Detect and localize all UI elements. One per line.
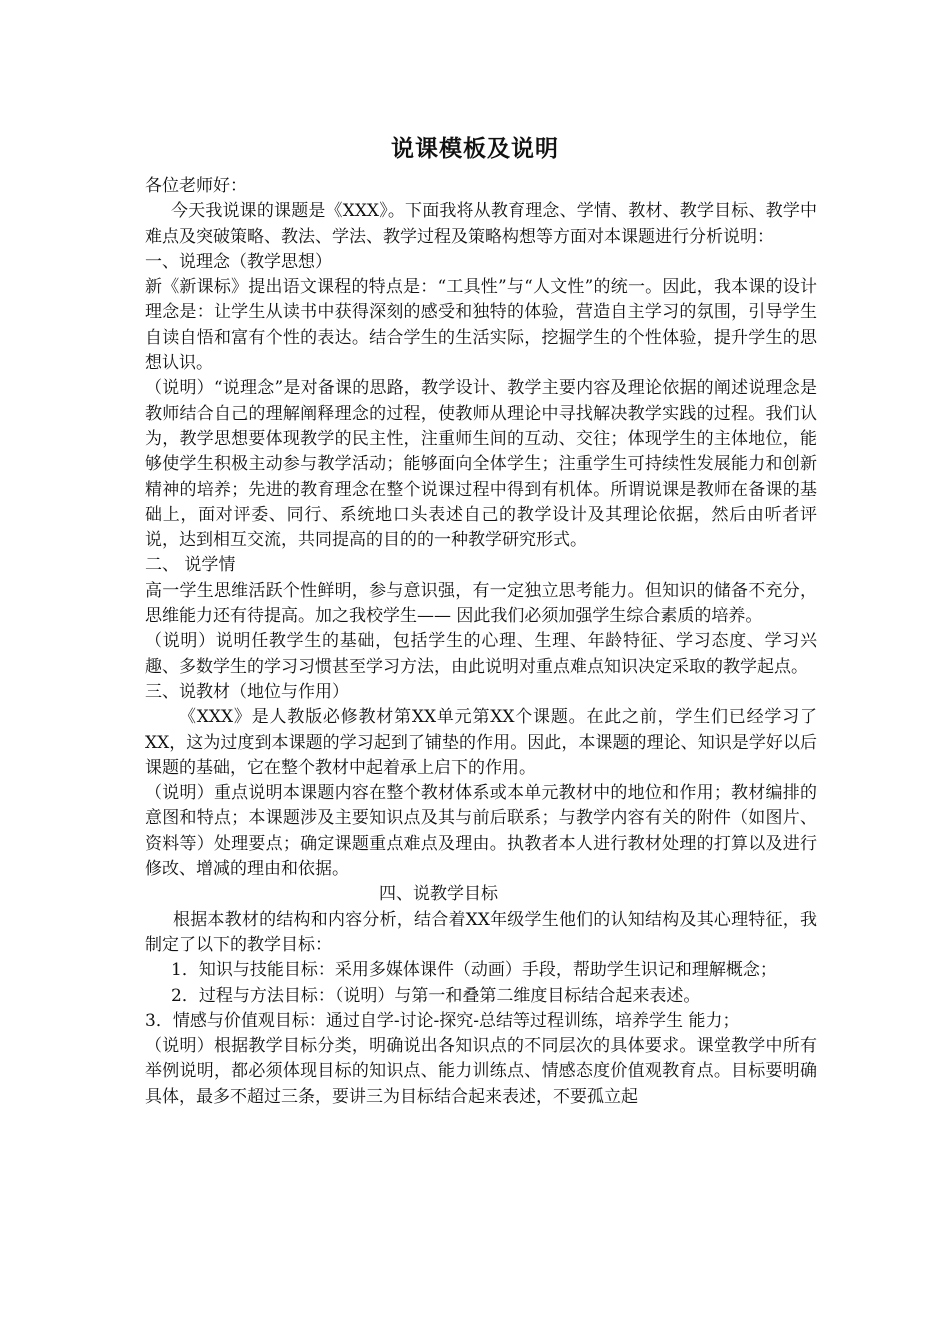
section-heading-4: 四、说教学目标 (379, 884, 498, 905)
document-body (145, 174, 817, 1110)
intro-paragraph: 今天我说课的课题是《XXX》。下面我将从教育理念、学情、教材、教学目标、教学中难点及突破策略、教法、学法、教学过程及策略构想等方面对本课题进行分析说明： (145, 201, 817, 247)
section-heading-2: 二、 说学情 (145, 555, 236, 576)
note-paragraph: （说明）“说理念”是对备课的思路，教学设计、教学主要内容及理论依据的阐述说理念是教师结合自己的理解阐释理念的过程，使教师从理论中寻找解决教学实践的过程。我们认为，教学思想要体现教学的民主性，注重师生间的互动、交往；体现学生的主体地位，能够使学生积极主动参与教学活动；能够面向全体学生；注重学生可持续性发展能力和创新精神的培养；先进的教育理念在整个说课过程中得到有机体。所谓说课是教师在备课的基础上，面对评委、同行、系统地口头表述自己的教学设计及其理论依据，然后由听者评说，达到相互交流，共同提高的目的的一种教学研究形式。 (145, 378, 817, 551)
note-paragraph: （说明）说明任教学生的基础，包括学生的心理、生理、年龄特征、学习态度、学习兴趣、多数学生的学习习惯甚至学习方法，由此说明对重点难点知识决定采取的教学起点。 (145, 631, 817, 677)
paragraph: 新《新课标》提出语文课程的特点是：“工具性”与“人文性”的统一。因此，我本课的设计理念是：让学生从读书中获得深刻的感受和独特的体验，营造自主学习的氛围，引导学生自读自悟和富有个性的表达。结合学生的生活实际，挖掘学生的个性体验，提升学生的思想认识。 (145, 277, 817, 374)
section-heading-3: 三、说教材（地位与作用） (145, 681, 349, 702)
note-paragraph: （说明）根据教学目标分类，明确说出各知识点的不同层次的具体要求。课堂教学中所有举例说明，都必须体现目标的知识点、能力训练点、情感态度价值观教育点。目标要明确具体，最多不超过三条，要讲三为目标结合起来表述，不要孤立起 (145, 1036, 817, 1107)
section-heading-1: 一、说理念（教学思想） (145, 251, 332, 272)
note-paragraph: （说明）重点说明本课题内容在整个教材体系或本单元教材中的地位和作用；教材编排的意图和特点；本课题涉及主要知识点及其与前后联系；与教学内容有关的附件（如图片、资料等）处理要点；确定课题重点难点及理由。执教者本人进行教材处理的打算以及进行修改、增减的理由和依据。 (145, 783, 817, 880)
greeting: 各位老师好： (145, 176, 247, 196)
goal-item-1: 1．知识与技能目标：采用多媒体课件（动画）手段，帮助学生识记和理解概念； (171, 960, 777, 981)
goal-item-2: 2．过程与方法目标：（说明）与第一和叠第二维度目标结合起来表述。 (171, 985, 701, 1006)
goal-item-3: 3．情感与价值观目标：通过自学-讨论-探究-总结等过程训练，培养学生 能力； (145, 1010, 740, 1031)
paragraph: 高一学生思维活跃个性鲜明，参与意识强，有一定独立思考能力。但知识的储备不充分，思维能力还有待提高。加之我校学生—— 因此我们必须加强学生综合素质的培养。 (145, 580, 817, 627)
paragraph: 根据本教材的结构和内容分析，结合着XX年级学生他们的认知结构及其心理特征，我制定了以下的教学目标： (145, 909, 817, 955)
document-title: 说课模板及说明 (391, 136, 559, 162)
paragraph: 《XXX》是人教版必修教材第XX单元第XX个课题。在此之前，学生们已经学习了XX，这为过度到本课题的学习起到了铺垫的作用。因此，本课题的理论、知识是学好以后课题的基础，它在整个教材中起着承上启下的作用。 (145, 707, 817, 778)
